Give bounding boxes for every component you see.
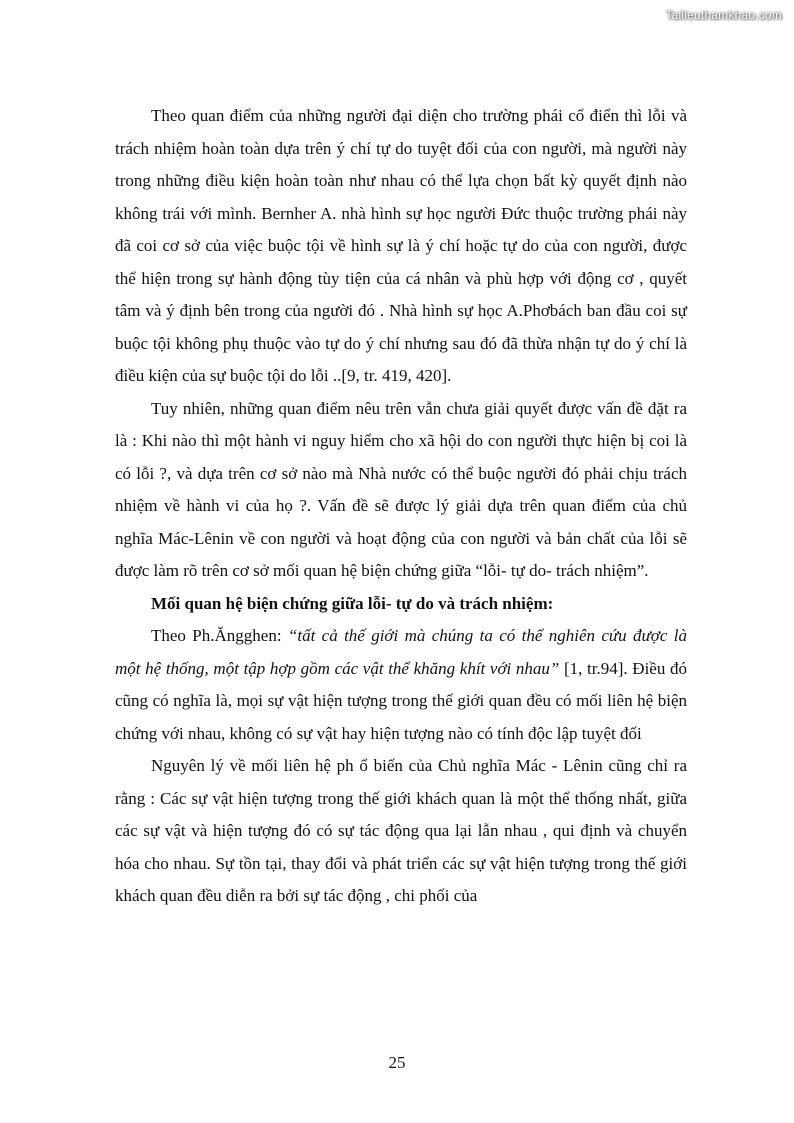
paragraph-4 (115, 620, 687, 750)
document-content (115, 100, 687, 913)
paragraph-5 (115, 750, 687, 913)
quote-italic-run: “tất cả thế giới mà chúng ta có thể nghiên cứu được là một hệ thống, một tập hợp gồm các vật thể khăng khít với nhau” (115, 626, 687, 678)
heading-text: Mối quan hệ biện chứng giữa lỗi- tự do và trách nhiệm (151, 593, 548, 613)
text-run: Tuy nhiên, những quan điểm nêu trên vẫn chưa giải quyết được vấn đề đặt ra là : Khi nào thì một hành vi nguy hiểm cho xã hội do con người thực hiện bị coi là có lỗi ?, và dựa trên cơ sở nào mà Nhà nước có thể buộc người đó phải chịu trách nhiệm về hành vi của họ ?. Vấn đề sẽ được lý giải dựa trên quan điểm của chủ nghĩa Mác-Lênin về con người và hoạt động của con người và bản chất của lỗi sẽ được làm rõ trên cơ sở mối quan hệ biện chứng giữa “lỗi- tự do- trách nhiệm”. (115, 398, 687, 580)
heading-colon: : (547, 593, 554, 613)
watermark-text: Tailieuthamkhao.com (665, 8, 782, 22)
paragraph-2 (115, 393, 687, 588)
text-run: Nguyên lý về mối liên hệ ph ổ biến của Chủ nghĩa Mác - Lênin cũng chỉ ra rằng : Các sự vật hiện tượng trong thế giới khách quan là một thể thống nhất, giữa các sự vật và hiện tượng đó có sự tác động qua lại lẫn nhau , qui định và chuyển hóa cho nhau. Sự tồn tại, thay đổi và phát triển các sự vật hiện tượng trong thế giới khách quan đều diễn ra bởi sự tác động , chi phối của (115, 756, 687, 905)
text-run: Theo Ph.Ăngghen: (151, 626, 288, 645)
section-heading (115, 588, 687, 621)
paragraph-1 (115, 100, 687, 393)
text-run: Theo quan điểm của những người đại diện cho trường phái cổ điển thì lỗi và trách nhiệm hoàn toàn dựa trên ý chí tự do tuyệt đối của con người, mà người này trong những điều kiện hoàn toàn như nhau có thể lựa chọn bất kỳ quyết định nào không trái với mình. Bernher A. nhà hình sự học người Đức thuộc trường phái này đã coi cơ sở của việc buộc tội về hình sự là ý chí hoặc tự do của con người, được thể hiện trong sự hành động tùy tiện của cá nhân và phù hợp với động cơ , quyết tâm và ý định bên trong của người đó . Nhà hình sự học A.Phơbách ban đầu coi sự buộc tội không phụ thuộc vào tự do ý chí nhưng sau đó đã thừa nhận tự do ý chí là điều kiện của sự buộc tội do lỗi ..[9, tr. 419, 420]. (115, 106, 687, 385)
page-number: 25 (388, 1053, 406, 1072)
text-run: [1, tr.94]. Điều đó cũng có nghĩa là, mọi sự vật hiện tượng trong thế giới quan đều có mối liên hệ biện chứng với nhau, không có sự vật hay hiện tượng nào có tính độc lập tuyệt đối (115, 658, 687, 743)
